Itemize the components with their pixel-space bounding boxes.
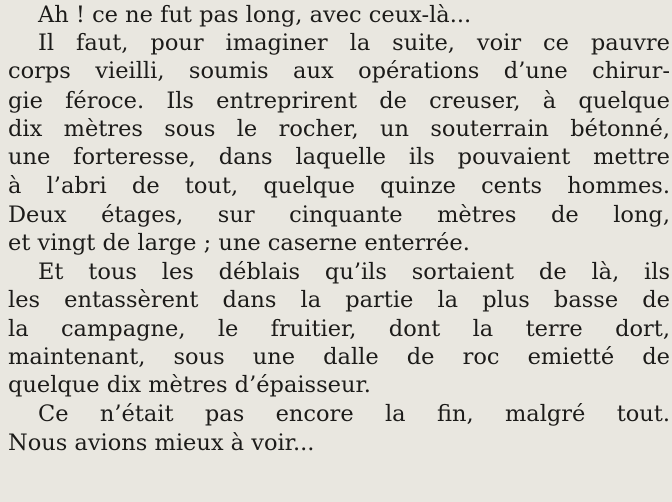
text-line: et vingt de large ; une caserne enterrée. — [8, 230, 470, 256]
text-line: gie féroce. Ils entreprirent de creuser, à quelque — [8, 88, 670, 114]
text-line: les entassèrent dans la partie la plus basse de — [8, 287, 670, 313]
text-line: Il faut, pour imaginer la suite, voir ce pauvre — [38, 30, 670, 56]
text-line: maintenant, sous une dalle de roc emietté de — [8, 344, 670, 370]
text-line: Deux étages, sur cinquante mètres de long, — [8, 202, 670, 228]
text-line: Ce n’était pas encore la fin, malgré tout. — [38, 401, 670, 427]
text-line: la campagne, le fruitier, dont la terre dort, — [8, 316, 670, 342]
text-line: Ah ! ce ne fut pas long, avec ceux-là... — [38, 2, 472, 28]
text-line: une forteresse, dans laquelle ils pouvaient mettre — [8, 144, 670, 170]
text-line: dix mètres sous le rocher, un souterrain bétonné, — [8, 116, 670, 142]
text-line: Nous avions mieux à voir... — [8, 430, 315, 456]
text-line: quelque dix mètres d’épaisseur. — [8, 372, 371, 398]
text-line: Et tous les déblais qu’ils sortaient de là, ils — [38, 259, 670, 285]
text-line: corps vieilli, soumis aux opérations d’une chirur- — [8, 58, 670, 84]
text-line: à l’abri de tout, quelque quinze cents hommes. — [8, 173, 670, 199]
